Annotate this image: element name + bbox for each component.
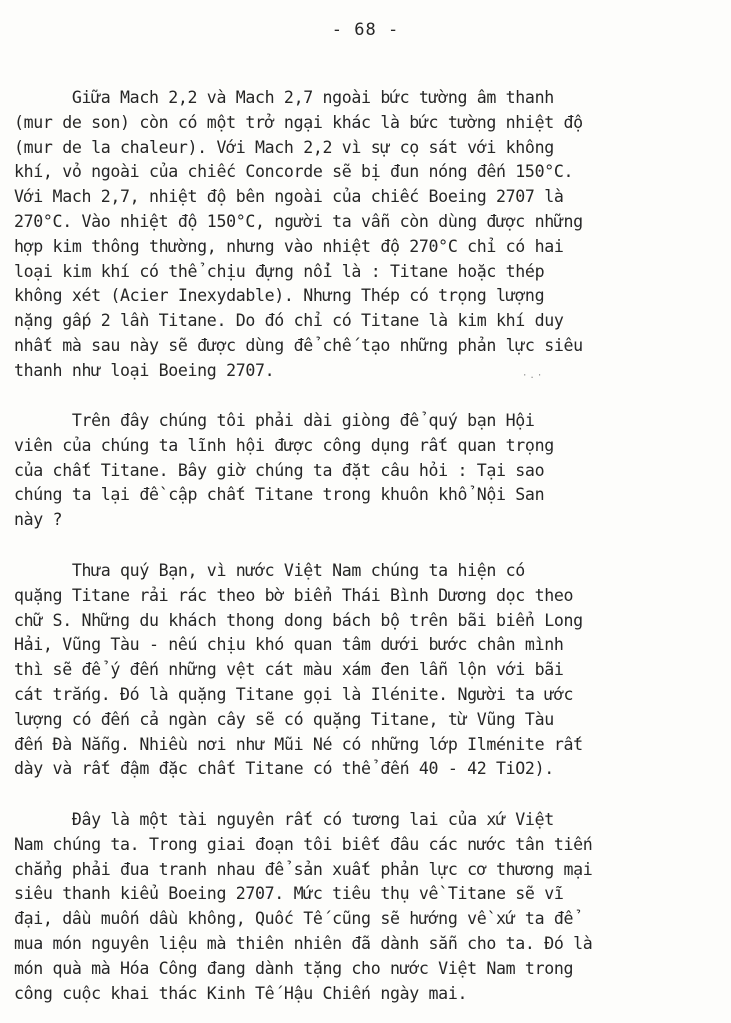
text-line: thanh như loại Boeing 2707. bbox=[14, 360, 275, 380]
paragraph-3 bbox=[14, 559, 719, 782]
text-line: đại, dầu muốn dầu không, Quốc Tế cũng sẽ hướng về xứ ta để bbox=[14, 909, 574, 929]
text-line: siêu thanh kiểu Boeing 2707. Mức tiêu thụ về Titane sẽ vĩ bbox=[14, 884, 564, 904]
text-line: dày và rất đậm đặc chất Titane có thể đến 40 - 42 TiO2). bbox=[14, 759, 554, 779]
text-line: công cuộc khai thác Kinh Tế Hậu Chiến ngày mai. bbox=[14, 983, 468, 1003]
paragraph-2 bbox=[14, 409, 719, 533]
text-line: Hải, Vũng Tàu - nếu chịu khó quan tâm dưới bước chân mình bbox=[14, 635, 564, 655]
text-line: chữ S. Những du khách thong dong bách bộ trên bãi biển Long bbox=[14, 610, 583, 630]
text-line: nặng gấp 2 lần Titane. Do đó chỉ có Titane là kim khí duy bbox=[14, 311, 564, 331]
text-line: loại kim khí có thể chịu đựng nổi là : Titane hoặc thép bbox=[14, 261, 545, 281]
paragraph-1 bbox=[14, 86, 719, 384]
text-line: Trên đây chúng tôi phải dài giòng để quý bạn Hội bbox=[14, 411, 535, 430]
text-line: Giữa Mach 2,2 và Mach 2,7 ngoài bức tường âm thanh bbox=[14, 88, 554, 107]
text-line: chẳng phải đua tranh nhau để sản xuất phản lực cơ thương mại bbox=[14, 859, 593, 879]
paragraph-4 bbox=[14, 808, 719, 1006]
text-line: (mur de son) còn có một trở ngại khác là bức tường nhiệt độ bbox=[14, 112, 583, 132]
text-line: khí, vỏ ngoài của chiếc Concorde sẽ bị đun nóng đến 150°C. bbox=[14, 162, 574, 182]
text-line: mua món nguyên liệu mà thiên nhiên đã dành sẵn cho ta. Đó là bbox=[14, 933, 593, 953]
text-line: món quà mà Hóa Công đang dành tặng cho nước Việt Nam trong bbox=[14, 958, 574, 978]
text-line: của chất Titane. Bây giờ chúng ta đặt câu hỏi : Tại sao bbox=[14, 460, 545, 480]
text-line: Đây là một tài nguyên rất có tương lai của xứ Việt bbox=[14, 810, 554, 829]
text-line: quặng Titane rải rác theo bờ biển Thái Bình Dương dọc theo bbox=[14, 585, 574, 605]
text-line: này ? bbox=[14, 510, 63, 530]
text-line: đến Đà Nẵng. Nhiều nơi như Mũi Né có những lớp Ilménite rất bbox=[14, 734, 583, 754]
text-line: Với Mach 2,7, nhiệt độ bên ngoài của chiếc Boeing 2707 là bbox=[14, 187, 564, 207]
text-line: nhất mà sau này sẽ được dùng để chế tạo những phản lực siêu bbox=[14, 335, 583, 355]
text-line: Nam chúng ta. Trong giai đoạn tôi biết đâu các nước tân tiến bbox=[14, 834, 593, 854]
scan-speck: ·.· bbox=[522, 371, 545, 381]
text-line: 270°C. Vào nhiệt độ 150°C, người ta vẫn còn dùng được những bbox=[14, 211, 583, 231]
text-line: hợp kim thông thường, nhưng vào nhiệt độ 270°C chỉ có hai bbox=[14, 236, 564, 256]
text-line: Thưa quý Bạn, vì nước Việt Nam chúng ta hiện có bbox=[14, 561, 525, 580]
text-line: thì sẽ để ý đến những vệt cát màu xám đen lẫn lộn với bãi bbox=[14, 660, 564, 680]
text-line: lượng có đến cả ngàn cây sẽ có quặng Titane, từ Vũng Tàu bbox=[14, 709, 554, 729]
text-line: chúng ta lại đề cập chất Titane trong khuôn khổ Nội San bbox=[14, 485, 545, 505]
text-line: (mur de la chaleur). Với Mach 2,2 vì sự cọ sát với không bbox=[14, 137, 554, 157]
text-line: cát trắng. Đó là quặng Titane gọi là Ilénite. Người ta ước bbox=[14, 684, 574, 704]
text-line: viên của chúng ta lĩnh hội được công dụng rất quan trọng bbox=[14, 435, 554, 455]
text-line: không xét (Acier Inexydable). Nhưng Thép có trọng lượng bbox=[14, 286, 545, 306]
page-number: - 68 - bbox=[331, 20, 400, 40]
